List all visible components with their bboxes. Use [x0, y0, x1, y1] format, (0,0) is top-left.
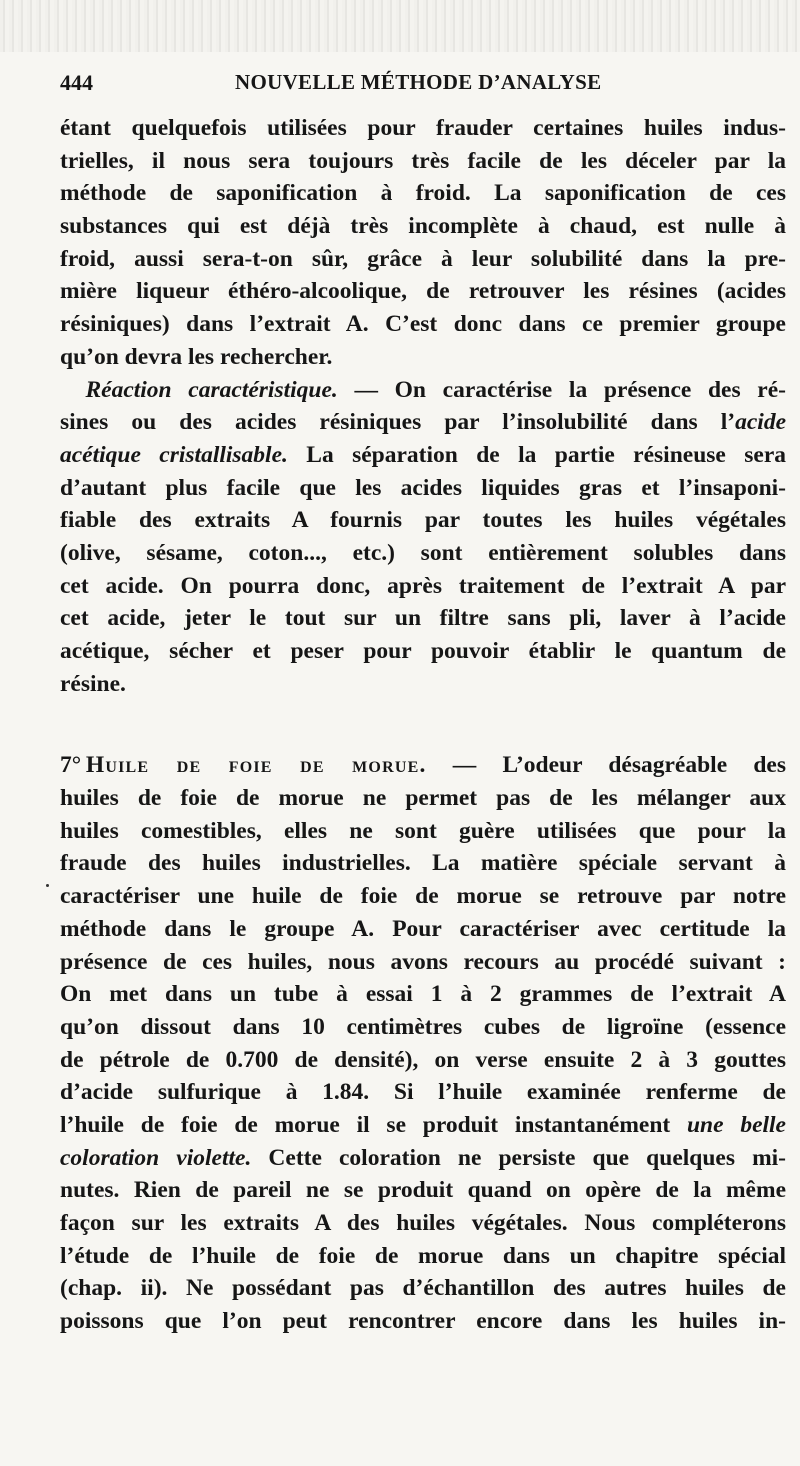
section-cod-liver-oil: [60, 749, 786, 1337]
text-line: d’autant plus facile que les acides liquides gras et l’insaponi-: [60, 474, 786, 501]
section-gap: [60, 700, 786, 749]
text-line: de pétrole de 0.700 de densité), on verse ensuite 2 à 3 gouttes: [60, 1046, 786, 1073]
scan-edge: [0, 0, 800, 52]
paragraph-resins-intro: [60, 112, 786, 374]
text-run: l’huile de foie de morue il se produit instantanément: [60, 1111, 687, 1138]
text-line: d’acide sulfurique à 1.84. Si l’huile examinée renferme de: [60, 1079, 786, 1106]
text-line: fraude des huiles industrielles. La matière spéciale servant à: [60, 850, 786, 877]
text-line: présence de ces huiles, nous avons recours au procédé suivant :: [60, 948, 786, 975]
text-line: [60, 1109, 786, 1142]
italic-run: une belle: [686, 1111, 786, 1138]
section-number: 7°: [60, 752, 82, 779]
text-line: [60, 439, 786, 472]
text-line: [60, 1142, 786, 1175]
text-run: La séparation de la partie résineuse sera: [287, 441, 786, 468]
text-line: trielles, il nous sera toujours très facile de les déceler par la: [60, 147, 786, 174]
text-run: — L’odeur désagréable des: [426, 752, 786, 779]
text-line: méthode dans le groupe A. Pour caractériser avec certitude la: [60, 915, 786, 942]
text-line: poissons que l’on peut rencontrer encore dans les huiles in-: [60, 1308, 786, 1335]
text-line: l’étude de l’huile de foie de morue dans un chapitre spécial: [60, 1242, 786, 1269]
text-line: (chap. ii). Ne possédant pas d’échantillon des autres huiles de: [60, 1275, 786, 1302]
text-line: nutes. Rien de pareil ne se produit quand on opère de la même: [60, 1177, 786, 1204]
italic-run: acétique cristallisable.: [60, 441, 288, 468]
text-line: façon sur les extraits A des huiles végétales. Nous compléterons: [60, 1210, 786, 1236]
text-line: On met dans un tube à essai 1 à 2 grammes de l’extrait A: [60, 981, 786, 1008]
text-run: Cette coloration ne persiste que quelques mi-: [251, 1144, 786, 1171]
text-line: substances qui est déjà très incomplète à chaud, est nulle à: [60, 213, 786, 240]
text-line: cet acide. On pourra donc, après traitement de l’extrait A par: [60, 572, 786, 599]
text-line: résiniques) dans l’extrait A. C’est donc dans ce premier groupe: [60, 311, 786, 338]
text-run: sines ou des acides résiniques par l’insolubilité dans l’: [60, 409, 736, 436]
text-line: cet acide, jeter le tout sur un filtre sans pli, laver à l’acide: [60, 605, 786, 632]
section-heading: Huile de foie de morue.: [85, 752, 427, 779]
text-line: mière liqueur éthéro-alcoolique, de retrouver les résines (acides: [60, 278, 786, 305]
text-line: huiles comestibles, elles ne sont guère utilisées que pour la: [60, 817, 786, 844]
text-line: qu’on devra les rechercher.: [60, 343, 333, 370]
text-line: (olive, sésame, coton..., etc.) sont entièrement solubles dans: [60, 539, 786, 566]
paragraph-characteristic-reaction: [60, 374, 786, 701]
text-run: — On caractérise la présence des ré-: [337, 376, 786, 403]
scan-speck: [46, 884, 49, 887]
text-line: [60, 406, 786, 439]
italic-run: Réaction caractéristique.: [85, 376, 338, 403]
italic-run: coloration violette.: [60, 1144, 252, 1171]
text-line: étant quelquefois utilisées pour frauder certaines huiles indus-: [60, 115, 786, 141]
body-text: [60, 112, 786, 1338]
text-line: méthode de saponification à froid. La saponification de ces: [60, 180, 786, 207]
text-line: froid, aussi sera-t-on sûr, grâce à leur solubilité dans la pre-: [60, 245, 786, 272]
text-line: [60, 374, 786, 407]
page-number: 444: [60, 70, 93, 95]
text-line: acétique, sécher et peser pour pouvoir établir le quantum de: [60, 638, 786, 664]
text-line: résine.: [60, 670, 126, 697]
italic-run: acide: [735, 409, 786, 436]
running-title: NOUVELLE MÉTHODE D’ANALYSE: [235, 70, 602, 94]
text-line: [60, 749, 786, 782]
text-line: caractériser une huile de foie de morue se retrouve par notre: [60, 883, 786, 910]
text-line: qu’on dissout dans 10 centimètres cubes de ligroïne (essence: [60, 1013, 786, 1040]
text-line: huiles de foie de morue ne permet pas de les mélanger aux: [60, 785, 786, 812]
page-header: [60, 70, 785, 102]
text-line: fiable des extraits A fournis par toutes les huiles végétales: [60, 507, 786, 534]
